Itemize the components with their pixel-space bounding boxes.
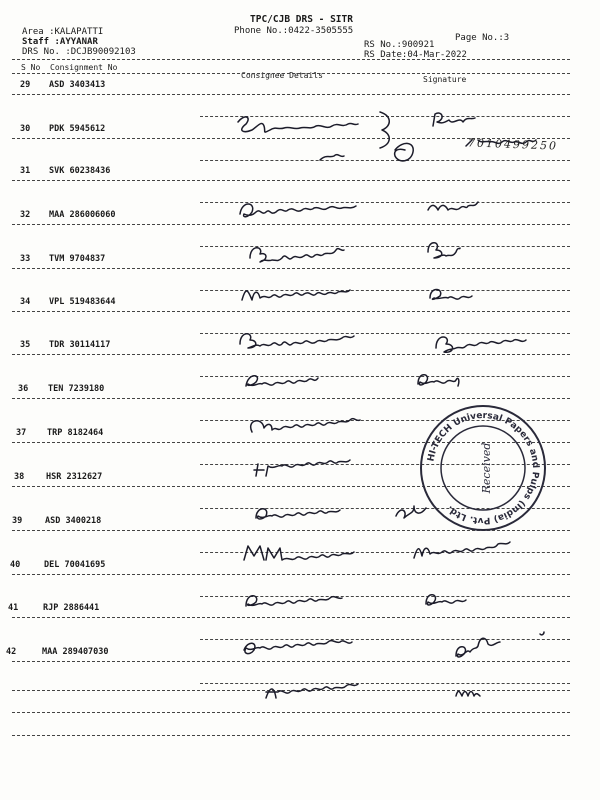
row-serial-number: 35 (20, 340, 31, 350)
row-consignment-number: ASD 3400218 (45, 516, 102, 526)
row-serial-number: 42 (6, 647, 17, 657)
row-consignment-number: ASD 3403413 (49, 80, 106, 90)
row-consignment-number: MAA 286006060 (49, 210, 116, 220)
column-header-signature: Signature (423, 75, 467, 84)
row-serial-number: 38 (14, 472, 25, 482)
row-serial-number: 40 (10, 560, 21, 570)
row-serial-number: 39 (12, 516, 23, 526)
company-stamp (418, 403, 548, 533)
page-number: Page No.:3 (455, 33, 510, 43)
row-serial-number: 37 (16, 428, 27, 438)
row-serial-number: 32 (20, 210, 31, 220)
drs-number: DRS No. :DCJB90092103 (22, 47, 136, 57)
column-header-sno: S No (21, 63, 41, 72)
handwritten-phone-note: 7010499250 (467, 136, 559, 153)
document-title: TPC/CJB DRS - SITR (250, 14, 353, 25)
column-header-consignee: Consignee Details (241, 71, 323, 80)
area-label: Area :KALAPATTI (22, 27, 104, 37)
row-serial-number: 29 (20, 80, 31, 90)
row-serial-number: 30 (20, 124, 31, 134)
stamp-outer-text: HI-TECH Universal Papers and Pulps (India) Pvt. Ltd. (426, 410, 541, 526)
row-serial-number: 36 (18, 384, 29, 394)
row-serial-number: 41 (8, 603, 19, 613)
row-consignment-number: VPL 519483644 (49, 297, 116, 307)
row-serial-number: 33 (20, 254, 31, 264)
row-consignment-number: PDK 5945612 (49, 124, 106, 134)
row-consignment-number: DEL 70041695 (44, 560, 106, 570)
stamp-inner-text: Received (480, 442, 493, 494)
row-consignment-number: RJP 2886441 (43, 603, 100, 613)
row-serial-number: 34 (20, 297, 31, 307)
row-consignment-number: TDR 30114117 (49, 340, 111, 350)
row-consignment-number: TVM 9704837 (49, 254, 106, 264)
rs-date: RS Date:04-Mar-2022 (364, 50, 467, 60)
rs-number: RS No.:900921 (364, 40, 435, 50)
row-consignment-number: HSR 2312627 (46, 472, 103, 482)
row-consignment-number: TRP 8182464 (47, 428, 104, 438)
row-consignment-number: MAA 289407030 (42, 647, 109, 657)
row-consignment-number: SVK 60238436 (49, 166, 111, 176)
staff-label: Staff :AYYANAR (22, 37, 98, 47)
phone-number: Phone No.:0422-3505555 (234, 26, 354, 36)
row-serial-number: 31 (20, 166, 31, 176)
column-header-consignment: Consignment No (50, 63, 118, 72)
row-consignment-number: TEN 7239180 (48, 384, 105, 394)
